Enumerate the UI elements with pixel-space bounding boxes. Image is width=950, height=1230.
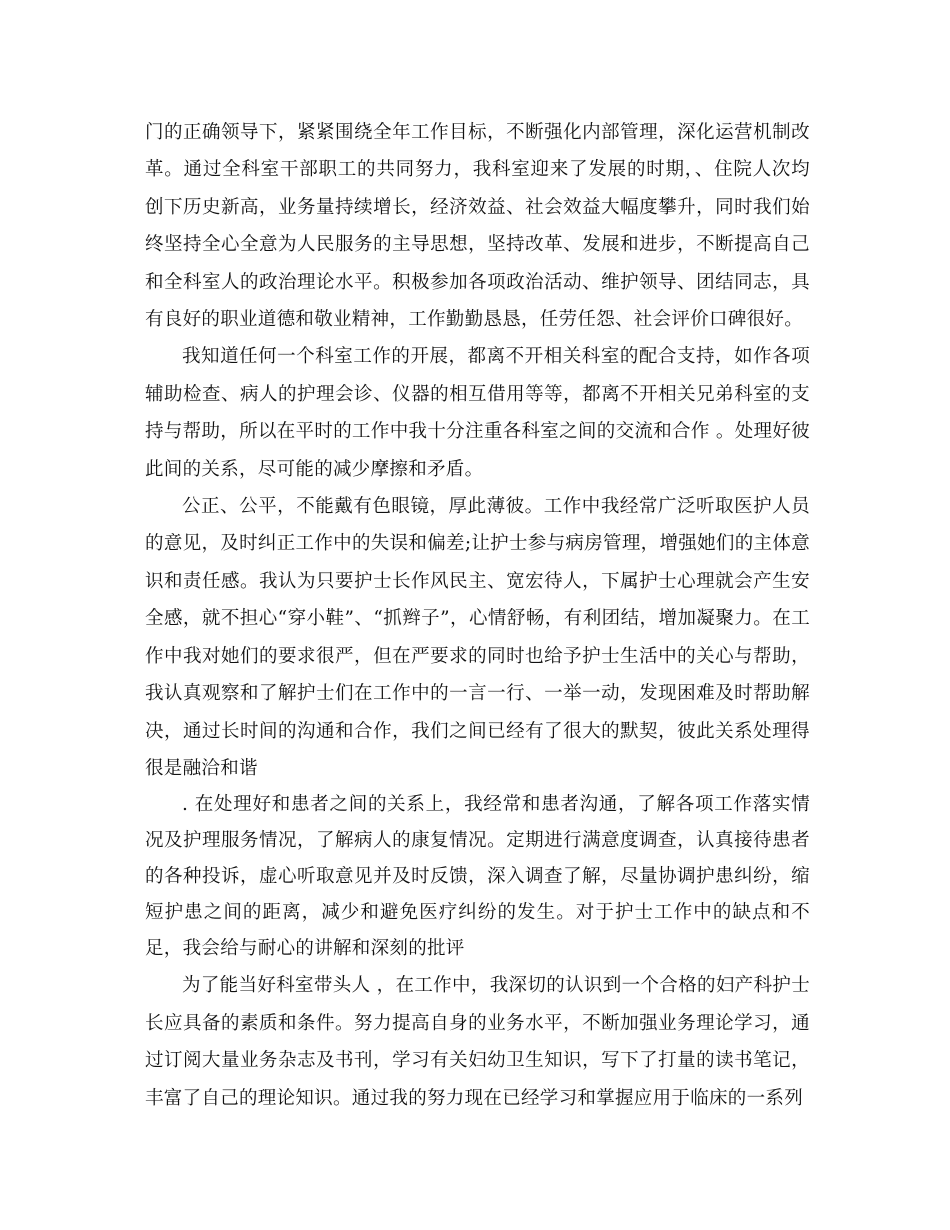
paragraph-3: 公正、公平，不能戴有色眼镜，厚此薄彼。工作中我经常广泛听取医护人员的意见，及时纠正工作中的失误和偏差;让护士参与病房管理，增强她们的主体意识和责任感。我认为只要护士长作风民主、宽宏待人，下属护士心理就会产生安全感，就不担心“穿小鞋”、“抓辫子”，心情舒畅，有利团结，增加凝聚力。在工作中我对她们的要求很严，但在严要求的同时也给予护士生活中的关心与帮助，我认真观察和了解护士们在工作中的一言一行、一举一动，发现困难及时帮助解决，通过长时间的沟通和合作，我们之间已经有了很大的默契，彼此关系处理得很是融洽和谐 (145, 496, 810, 779)
paragraph-1: 门的正确领导下，紧紧围绕全年工作目标，不断强化内部管理，深化运营机制改革。通过全科室干部职工的共同努力，我科室迎来了发展的时期，、住院人次均创下历史新高，业务量持续增长，经济效益、社会效益大幅度攀升，同时我们始终坚持全心全意为人民服务的主导思想，坚持改革、发展和进步，不断提高自己和全科室人的政治理论水平。积极参加各项政治活动、维护领导、团结同志，具有良好的职业道德和敬业精神，工作勤勤恳恳，任劳任怨、社会评价口碑很好。 (145, 122, 810, 331)
document-body (145, 114, 810, 1117)
paragraph-5: 为了能当好科室带头人 ，在工作中，我深切的认识到一个合格的妇产科护士长应具备的素质和条件。努力提高自身的业务水平，不断加强业务理论学习，通过订阅大量业务杂志及书刊，学习有关妇幼卫生知识，写下了打量的读书笔记，丰富了自己的理论知识。通过我的努力现在已经学习和掌握应用于临床的一系列 (145, 975, 810, 1109)
paragraph-4: . 在处理好和患者之间的关系上，我经常和患者沟通，了解各项工作落实情况及护理服务情况，了解病人的康复情况。定期进行满意度调查，认真接待患者的各种投诉，虚心听取意见并及时反馈，深入调查了解，尽量协调护患纠纷，缩短护患之间的距离，减少和避免医疗纠纷的发生。对于护士工作中的缺点和不足，我会给与耐心的讲解和深刻的批评 (145, 794, 810, 960)
paragraph-2: 我知道任何一个科室工作的开展，都离不开相关科室的配合支持，如作各项辅助检查、病人的护理会诊、仪器的相互借用等等，都离不开相关兄弟科室的支持与帮助，所以在平时的工作中我十分注重各科室之间的交流和合作 。处理好彼此间的关系，尽可能的减少摩擦和矛盾。 (145, 346, 810, 480)
